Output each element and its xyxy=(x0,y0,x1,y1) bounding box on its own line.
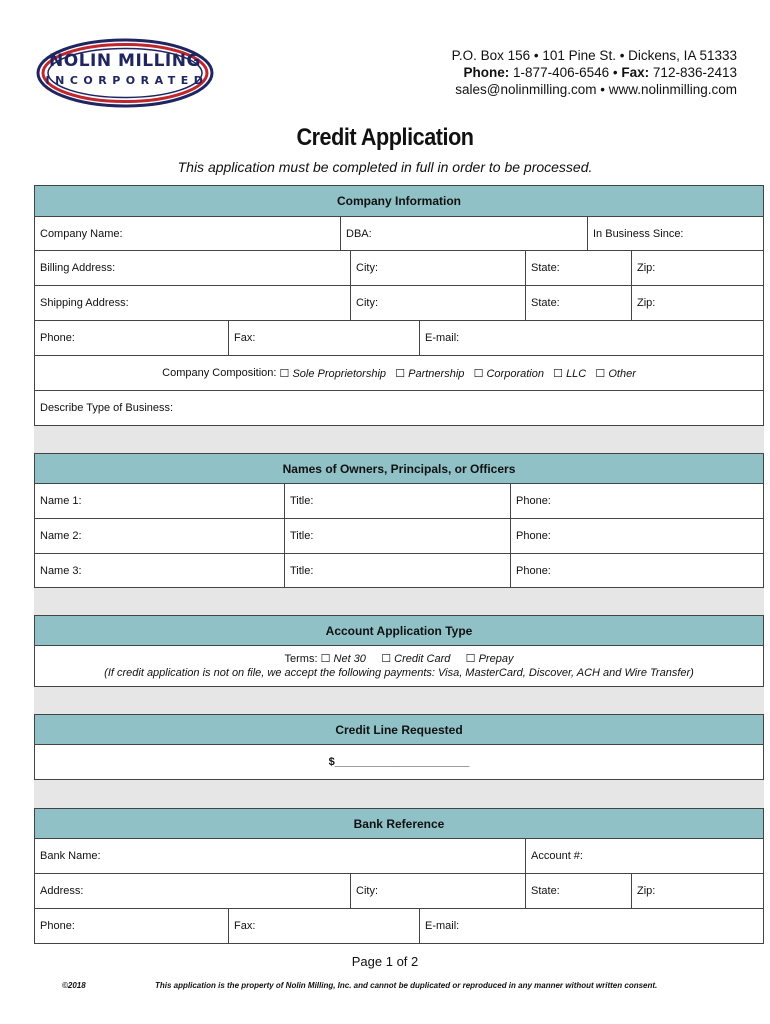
bank-row-1 xyxy=(34,838,764,874)
company-header-row xyxy=(34,185,764,217)
composition-label: Company Composition: xyxy=(162,367,277,379)
page-title: Credit Application xyxy=(296,124,474,151)
owner-title-2-field[interactable]: Title: xyxy=(285,519,511,553)
option-sole-prop: Sole Proprietorship xyxy=(292,367,387,380)
company-logo xyxy=(36,38,214,108)
company-phone-field[interactable]: Phone: xyxy=(35,321,229,355)
bank-header-row xyxy=(34,808,764,839)
footer-note: This application is the property of Nolin Milling, Inc. and cannot be duplicated or reproduced in any manner without written consent. xyxy=(155,981,658,990)
checkbox-credit-card[interactable]: ☐ Credit Card xyxy=(381,653,451,665)
bank-email-field[interactable]: E-mail: xyxy=(425,920,460,932)
copyright-year: ©2018 xyxy=(62,981,86,990)
account-number-field[interactable]: Account #: xyxy=(531,850,583,862)
company-row-2 xyxy=(34,250,764,286)
shipping-zip-field[interactable]: Zip: xyxy=(637,297,656,309)
terms-line xyxy=(285,652,514,666)
owner-name-3-field[interactable]: Name 3: xyxy=(35,554,285,587)
billing-zip-field[interactable]: Zip: xyxy=(637,262,656,274)
credit-header: Credit Line Requested xyxy=(35,715,763,744)
billing-city-field[interactable]: City: xyxy=(351,251,526,285)
dba-field[interactable]: DBA: xyxy=(341,217,588,250)
bank-name-field[interactable]: Bank Name: xyxy=(35,839,526,873)
option-corporation: Corporation xyxy=(486,367,544,380)
company-composition xyxy=(35,356,763,390)
company-row-3 xyxy=(34,285,764,321)
section-gap xyxy=(34,426,764,453)
logo-oval xyxy=(36,38,214,108)
checkbox-net30[interactable]: ☐ Net 30 xyxy=(320,653,366,665)
bank-zip-field[interactable]: Zip: xyxy=(637,885,656,897)
terms-label: Terms: xyxy=(284,653,318,665)
company-row-6 xyxy=(34,390,764,426)
company-row-5 xyxy=(34,355,764,391)
fax-number: 712-836-2413 xyxy=(652,65,737,80)
account-header-row xyxy=(34,615,764,646)
owner-row-2 xyxy=(34,518,764,554)
checkbox-partnership[interactable]: ☐ Partnership xyxy=(395,367,465,380)
account-terms xyxy=(35,646,763,686)
checkbox-other[interactable]: ☐ Other xyxy=(595,367,636,380)
section-gap xyxy=(34,588,764,615)
payment-note: (If credit application is not on file, we accept the following payments: Visa, MasterCard, Discover, ACH and Wire Transfer) xyxy=(104,667,694,679)
owner-row-3 xyxy=(34,553,764,588)
credit-amount-row xyxy=(34,744,764,780)
business-since-field[interactable]: In Business Since: xyxy=(593,227,684,240)
contact-phone-fax xyxy=(452,64,737,81)
company-row-4 xyxy=(34,320,764,356)
company-row-1 xyxy=(34,216,764,251)
contact-address: P.O. Box 156 • 101 Pine St. • Dickens, IA 51333 xyxy=(451,48,737,63)
checkbox-prepay[interactable]: ☐ Prepay xyxy=(465,653,514,665)
fax-label: Fax: xyxy=(621,65,650,80)
owner-phone-2-field[interactable]: Phone: xyxy=(516,530,551,542)
owner-title-3-field[interactable]: Title: xyxy=(285,554,511,587)
business-type-field[interactable]: Describe Type of Business: xyxy=(40,402,174,414)
bank-header: Bank Reference xyxy=(35,809,763,838)
account-header: Account Application Type xyxy=(35,616,763,645)
shipping-state-field[interactable]: State: xyxy=(526,286,632,320)
option-credit-card: Credit Card xyxy=(394,653,451,665)
checkbox-corporation[interactable]: ☐ Corporation xyxy=(473,367,544,380)
owners-header: Names of Owners, Principals, or Officers xyxy=(35,454,763,483)
company-email-field[interactable]: E-mail: xyxy=(425,332,460,344)
page-subtitle: This application must be completed in full in order to be processed. xyxy=(177,159,593,175)
billing-address-field[interactable]: Billing Address: xyxy=(35,251,351,285)
owner-name-2-field[interactable]: Name 2: xyxy=(35,519,285,553)
billing-state-field[interactable]: State: xyxy=(526,251,632,285)
bank-address-field[interactable]: Address: xyxy=(35,874,351,908)
option-other: Other xyxy=(608,367,636,380)
account-terms-row xyxy=(34,645,764,687)
owners-header-row xyxy=(34,453,764,484)
logo-line2: INCORPORATED xyxy=(45,74,209,87)
separator: • xyxy=(612,65,618,80)
contact-block xyxy=(452,47,737,98)
section-gap xyxy=(34,780,764,808)
owner-row-1 xyxy=(34,483,764,519)
option-prepay: Prepay xyxy=(478,653,514,665)
bank-city-field[interactable]: City: xyxy=(351,874,526,908)
phone-label: Phone: xyxy=(463,65,510,80)
option-partnership: Partnership xyxy=(408,367,465,380)
owner-phone-1-field[interactable]: Phone: xyxy=(516,495,551,507)
bank-state-field[interactable]: State: xyxy=(526,874,632,908)
owner-title-1-field[interactable]: Title: xyxy=(285,484,511,518)
company-name-field[interactable]: Company Name: xyxy=(35,217,341,250)
owner-phone-3-field[interactable]: Phone: xyxy=(516,564,551,577)
section-gap xyxy=(34,687,764,714)
option-llc: LLC xyxy=(566,367,587,380)
logo-line1: NOLIN MILLING xyxy=(49,51,201,71)
phone-number: 1-877-406-6546 xyxy=(513,65,610,80)
company-fax-field[interactable]: Fax: xyxy=(229,321,420,355)
shipping-address-field[interactable]: Shipping Address: xyxy=(35,286,351,320)
bank-row-3 xyxy=(34,908,764,944)
shipping-city-field[interactable]: City: xyxy=(351,286,526,320)
credit-amount-field[interactable]: $______________________ xyxy=(328,756,470,768)
option-net30: Net 30 xyxy=(333,653,366,665)
checkbox-llc[interactable]: ☐ LLC xyxy=(553,367,587,380)
page-number: Page 1 of 2 xyxy=(351,954,419,969)
contact-web: sales@nolinmilling.com • www.nolinmilling.com xyxy=(455,82,737,97)
bank-row-2 xyxy=(34,873,764,909)
bank-fax-field[interactable]: Fax: xyxy=(229,909,420,943)
company-header: Company Information xyxy=(35,186,763,216)
credit-header-row xyxy=(34,714,764,745)
owner-name-1-field[interactable]: Name 1: xyxy=(35,484,285,518)
bank-phone-field[interactable]: Phone: xyxy=(35,909,229,943)
checkbox-sole-prop[interactable]: ☐ Sole Proprietorship xyxy=(279,367,387,380)
